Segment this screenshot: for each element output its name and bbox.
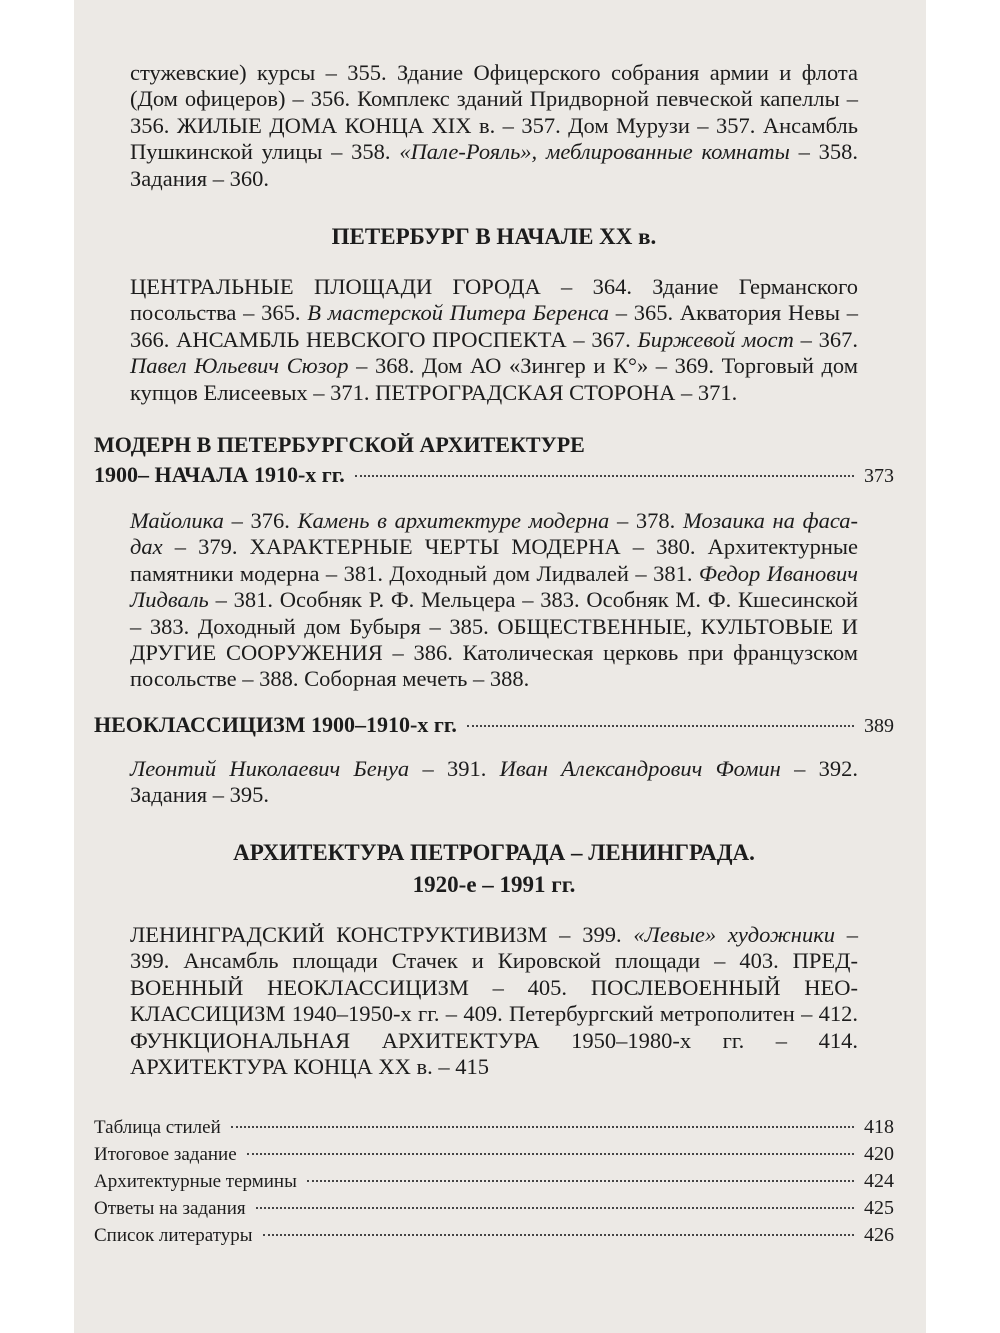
italic-entry: Павел Юльевич Сюзор [130, 353, 349, 379]
entry-text: – 379. ХАРАКТЕРНЫЕ ЧЕРТЫ МОДЕРНА – 380. Архитектурные памятники модерна – 381. Доходный дом Лидвалей – 381. [130, 534, 858, 586]
italic-entry: «Пале-Рояль», меблированные комнаты [399, 139, 790, 165]
toc-row [94, 1141, 894, 1168]
toc-row [94, 1168, 894, 1195]
dot-leader [355, 475, 854, 477]
entry-text: стужевские) курсы – 355. Здание Офицерского собрания армии и флота (Дом офицеров) – 356. Комплекс зданий Придворной певческой капеллы – 356. ЖИЛЫЕ ДОМА КОНЦА XIX в. – 357. Дом Мурузи – 357. Ансамбль Пушкинской улицы – 358. [130, 60, 858, 165]
toc-label: Список литературы [94, 1225, 253, 1246]
toc-row [94, 1195, 894, 1222]
toc-label: Архитектурные термины [94, 1171, 297, 1192]
italic-entry: Федор Иванович Лидваль [130, 560, 858, 613]
page-number: 424 [864, 1170, 894, 1192]
section-heading-petrograd-leningrad: АРХИТЕКТУРА ПЕТРОГРАДА – ЛЕНИНГРАДА. [233, 840, 755, 865]
italic-entry: Леонтий Николаевич Бенуа [130, 756, 410, 781]
chapter-heading-modern-line2 [94, 460, 894, 491]
toc-label: Ответы на задания [94, 1198, 246, 1219]
page-number: 420 [864, 1143, 894, 1165]
italic-entry: Камень в архитектуре модерна [297, 508, 610, 533]
dot-leader [307, 1180, 854, 1182]
italic-entry: В мастерской Питера Беренса [307, 300, 610, 326]
entry-text: – 376. [223, 508, 298, 533]
entry-text: – 399. Ансамбль площади Стачек и Кировской площади – 403. ПРЕДВОЕННЫЙ НЕОКЛАССИЦИЗМ – 405. ПОСЛЕВОЕННЫЙ НЕОКЛАССИЦИЗМ 1940–1950-х гг. – 409. Петербургский метрополитен – 412. ФУНКЦИОНАЛЬНАЯ АРХИТЕКТУРА 1950–1980-х гг. – 414. АРХИТЕКТУРА КОНЦА XX в. – 415 [130, 922, 858, 1080]
chapter-heading-modern-dates: 1900– НАЧАЛА 1910-х гг. [94, 462, 345, 487]
entry-text: – 378. [609, 508, 683, 533]
entry-paragraph-1 [130, 60, 858, 192]
dot-leader [247, 1153, 854, 1155]
italic-entry: Мозаика на фасадах [130, 508, 858, 560]
entry-text: – 392. Задания – 395. [130, 756, 858, 808]
page-number: 426 [864, 1224, 894, 1246]
toc-row [94, 1222, 894, 1249]
chapter-heading-neoclassicism-title: НЕОКЛАССИЦИЗМ 1900–1910-х гг. [94, 712, 457, 737]
entry-text: – 367. [793, 326, 858, 352]
dot-leader [256, 1207, 854, 1209]
entry-text: – 381. Особняк Р. Ф. Мельцера – 383. Особняк М. Ф. Кшесинской – 383. Доходный дом Бубыря – 385. ОБЩЕСТВЕННЫЕ, КУЛЬТОВЫЕ И ДРУГИЕ СООРУЖЕНИЯ – 386. Католическая церковь при французском посольстве – 388. Соборная мечеть – 388. [130, 587, 858, 692]
toc-label: Итоговое задание [94, 1144, 237, 1165]
page-number: 373 [864, 465, 894, 487]
page-number: 418 [864, 1116, 894, 1138]
toc-row [94, 1114, 894, 1141]
section-heading-petersburg-early-20th: ПЕТЕРБУРГ В НАЧАЛЕ XX в. [331, 224, 657, 249]
entry-paragraph-4 [130, 756, 858, 809]
entry-paragraph-3 [130, 508, 858, 693]
entry-text: – 365. Акватория Невы – 366. АНСАМБЛЬ НЕВСКОГО ПРОСПЕКТА – 367. [130, 300, 858, 352]
toc-label: Таблица стилей [94, 1117, 221, 1138]
page-number: 389 [864, 715, 894, 737]
italic-entry: Биржевой мост [637, 326, 794, 352]
entry-paragraph-2 [130, 274, 858, 406]
entry-text: ЦЕНТРАЛЬНЫЕ ПЛОЩАДИ ГОРОДА – 364. Здание Германского посольства – 365. [130, 274, 858, 326]
entry-text: – 391. [409, 756, 500, 781]
italic-entry: «Левые» художники [633, 922, 835, 947]
entry-text: ЛЕНИНГРАДСКИЙ КОНСТРУКТИВИЗМ – 399. [130, 922, 634, 947]
dot-leader [263, 1234, 854, 1236]
italic-entry: Майолика [130, 508, 224, 533]
chapter-heading-modern: МОДЕРН В ПЕТЕРБУРГСКОЙ АРХИТЕКТУРЕ [94, 432, 585, 457]
chapter-heading-neoclassicism [94, 710, 894, 741]
entry-text: – 358. Задания – 360. [130, 139, 858, 191]
dot-leader [467, 725, 854, 727]
page-number: 425 [864, 1197, 894, 1219]
entry-paragraph-5 [130, 922, 858, 1080]
italic-entry: Иван Александрович Фомин [499, 756, 781, 781]
entry-text: – 368. Дом АО «Зингер и К°» – 369. Торговый дом купцов Елисеевых – 371. ПЕТРОГРАДСКАЯ СТОРОНА – 371. [130, 353, 858, 405]
section-heading-petrograd-leningrad-dates: 1920-е – 1991 гг. [412, 872, 576, 897]
dot-leader [231, 1126, 854, 1128]
